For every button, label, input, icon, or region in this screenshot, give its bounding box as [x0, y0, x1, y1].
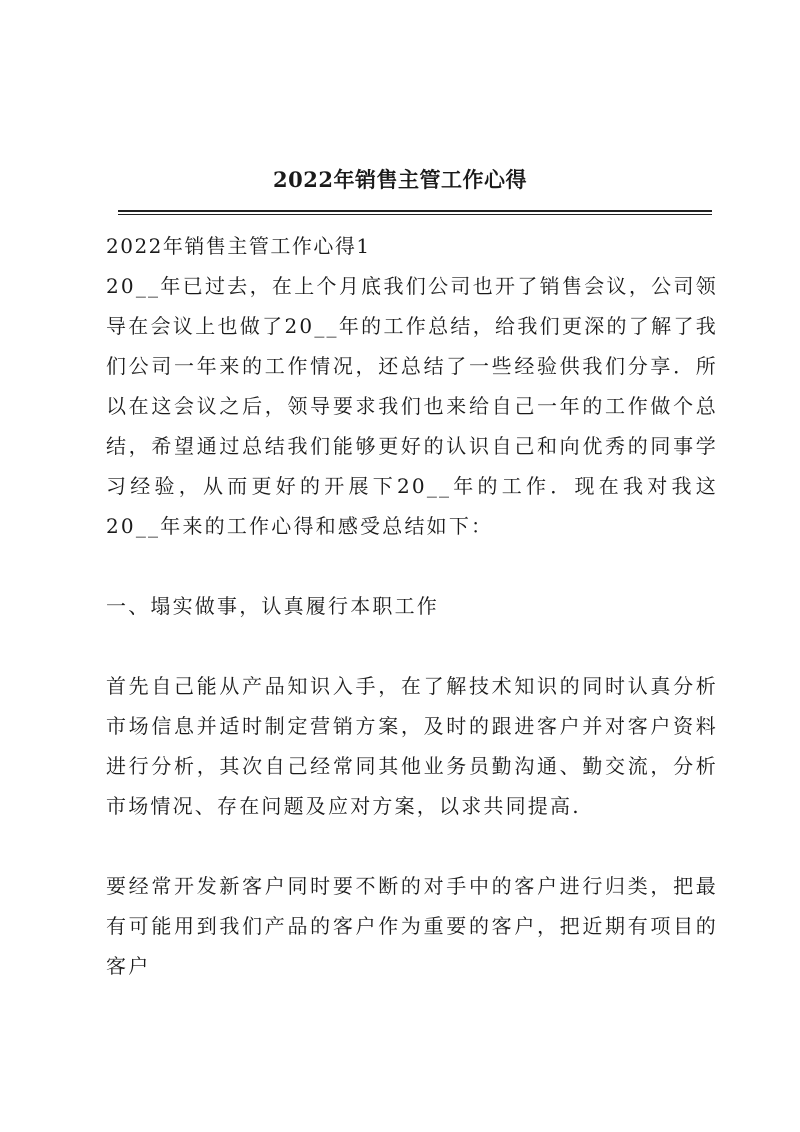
document-title: 2022年销售主管工作心得 [273, 167, 527, 192]
title-divider-thin [118, 214, 712, 215]
paragraph-product-knowledge: 首先自己能从产品知识入手，在了解技术知识的同时认真分析市场信息并适时制定营销方案，及时的跟进客户并对客户资料进行分析，其次自己经常同其他业务员勤沟通、勤交流，分析市场情况、存在问题及应对方案，以求共同提高. [106, 674, 718, 818]
section-heading-1: 一、塌实做事，认真履行本职工作 [106, 594, 439, 618]
paragraph-intro: 20__年已过去，在上个月底我们公司也开了销售会议，公司领导在会议上也做了20__年的工作总结，给我们更深的了解了我们公司一年来的工作情况，还总结了一些经验供我们分享．所以在这会议之后，领导要求我们也来给自己一年的工作做个总结，希望通过总结我们能够更好的认识自己和向优秀的同事学习经验，从而更好的开展下20__年的工作．现在我对我这20__年来的工作心得和感受总结如下： [106, 274, 718, 538]
paragraph-new-customers: 要经常开发新客户同时要不断的对手中的客户进行归类，把最有可能用到我们产品的客户作为重要的客户，把近期有项目的客户 [106, 874, 718, 978]
title-divider-thick [118, 210, 712, 212]
document-body [106, 226, 718, 986]
section-subtitle: 2022年销售主管工作心得1 [106, 234, 371, 258]
